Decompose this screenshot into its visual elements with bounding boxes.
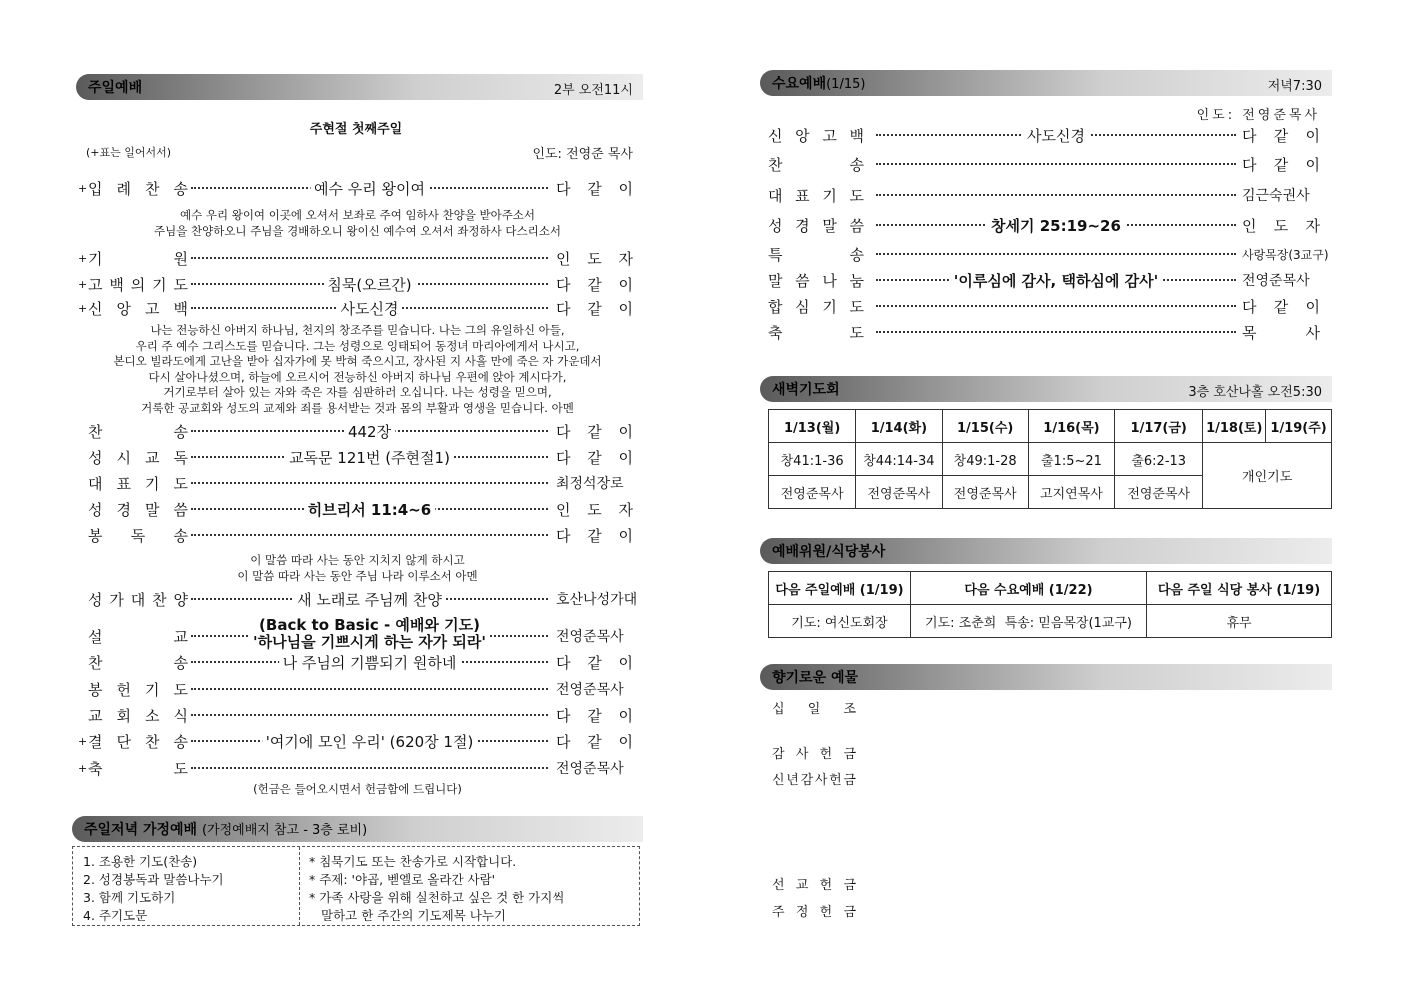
item-content [323, 275, 415, 295]
item-label: 고 백 의 기 도 [88, 276, 188, 294]
preacher-cell: 전영준목사 [856, 476, 942, 509]
item-content [262, 732, 478, 752]
home-step: 1. 조용한 기도(찬송) [83, 854, 198, 869]
home-title: 주일저녁 가정예배 [84, 822, 198, 838]
item-label: 특 송 [768, 246, 864, 264]
home-note: * 침묵기도 또는 찬송가로 시작합니다. [309, 854, 517, 869]
item-content-line: 예수 우리 왕이여 [314, 180, 425, 198]
item-responsible: 다 같 이 [556, 654, 633, 672]
order-row [78, 179, 638, 199]
stand-mark: + [78, 302, 88, 315]
committee-cell: 기도: 조춘희 특송: 믿음목장(1교구) [911, 605, 1147, 638]
apostles-creed [80, 323, 635, 416]
item-content [1023, 126, 1089, 146]
leader-dots [191, 714, 548, 716]
order-row [766, 297, 1332, 317]
item-label: 신 앙 고 백 [88, 300, 188, 318]
item-label: 성 경 말 씀 [768, 217, 864, 235]
leader-dots [876, 163, 1236, 165]
creed-line: 다시 살아나셨으며, 하늘에 오르시어 전능하신 아버지 하나님 우편에 앉아 계시다가, [148, 369, 567, 384]
dawn-title: 새벽기도회 [772, 382, 840, 398]
order-row [78, 500, 638, 520]
item-content [310, 179, 429, 199]
wednesday-time: 저녁7:30 [1267, 79, 1322, 94]
offering-item: 십 일 조 [772, 702, 856, 717]
committee-header-row [769, 572, 1332, 605]
reading-song [80, 553, 635, 584]
offering-item: 신 년 감 사 헌 금 [772, 773, 856, 788]
scripture-cell: 창44:14-34 [856, 443, 942, 476]
lyric-line: 예수 우리 왕이여 이곳에 오셔서 보좌로 주여 임하사 찬양을 받아주소서 [179, 208, 536, 222]
committee-table [768, 571, 1332, 638]
item-content [987, 216, 1125, 236]
order-row [78, 759, 638, 779]
preacher-cell: 전영준목사 [769, 476, 856, 509]
stand-mark: + [78, 735, 88, 748]
preacher-cell: 전영준목사 [942, 476, 1028, 509]
item-responsible: 전영준목사 [556, 761, 624, 777]
season-title: 주현절 첫째주일 [309, 122, 403, 137]
committee-cell: 휴무 [1147, 605, 1332, 638]
stand-mark: + [78, 252, 88, 265]
committee-head-cell: 다음 주일 식당 봉사 (1/19) [1147, 572, 1332, 605]
leader-dots [191, 482, 548, 484]
item-responsible: 인 도 자 [556, 250, 633, 268]
item-responsible: 전영준목사 [1242, 273, 1310, 289]
offering-item: 감 사 헌 금 [772, 747, 856, 762]
item-content [304, 500, 436, 520]
day-cell: 1/13(월) [769, 410, 856, 443]
item-content-line: 침묵(오르간) [327, 276, 412, 294]
day-cell: 1/18(토) [1203, 410, 1266, 443]
item-label: 대 표 기 도 [88, 475, 188, 493]
order-row [766, 323, 1332, 343]
sunday-title: 주일예배 [88, 80, 143, 96]
order-row [78, 299, 638, 319]
day-cell: 1/17(금) [1115, 410, 1203, 443]
song-line: 이 말씀 따라 사는 동안 주님 나라 이루소서 아멘 [237, 568, 478, 583]
preacher-cell: 전영준목사 [1115, 476, 1203, 509]
item-label: 성 가 대 찬 양 [88, 591, 188, 609]
dawn-days-row [769, 410, 1332, 443]
day-cell: 1/16(목) [1028, 410, 1114, 443]
creed-line: 본디오 빌라도에게 고난을 받아 십자가에 못 박혀 죽으시고, 장사된 지 사흘 만에 죽은 자 가운데서 [113, 354, 602, 368]
item-content-line: 사도신경 [340, 300, 399, 318]
item-label: 결 단 찬 송 [88, 733, 188, 751]
home-worship-box [72, 846, 640, 926]
item-responsible: 호산나성가대 [556, 592, 638, 608]
item-responsible: 다 같 이 [556, 449, 633, 467]
order-row [78, 275, 638, 295]
item-responsible: 다 같 이 [1242, 156, 1320, 174]
item-responsible: 인 도 자 [1242, 217, 1320, 235]
order-row [78, 706, 638, 726]
scripture-cell: 창41:1-36 [769, 443, 856, 476]
committee-cell: 기도: 여신도회장 [769, 605, 911, 638]
order-row [78, 474, 638, 494]
offering-header [760, 664, 1332, 690]
item-responsible: 최정석장로 [556, 476, 624, 492]
home-note: * 주제: '야곱, 벧엘로 올라간 사람' [309, 872, 496, 887]
scripture-cell: 창49:1-28 [942, 443, 1028, 476]
item-content-line: 새 노래로 주님께 찬양 [297, 591, 442, 609]
item-content-line: 나 주님의 기쁨되기 원하네 [282, 654, 457, 672]
item-responsible: 다 같 이 [556, 180, 633, 198]
creed-line: 나는 전능하신 아버지 하나님, 천지의 창조주를 믿습니다. 나는 그의 유일하신 아들, [150, 323, 565, 337]
leader-dots [191, 257, 548, 259]
leader-dots [191, 534, 548, 536]
item-label: 축 도 [768, 324, 864, 342]
item-label: 대 표 기 도 [768, 187, 864, 205]
home-steps [83, 853, 224, 925]
order-row [78, 680, 638, 700]
item-responsible: 전영준목사 [556, 629, 624, 645]
leader-dots [876, 194, 1236, 196]
committee-head-cell: 다음 수요예배 (1/22) [911, 572, 1147, 605]
sunday-time: 2부 오전11시 [553, 83, 633, 98]
item-label: 기 원 [88, 250, 188, 268]
item-label: 축 도 [88, 760, 188, 778]
order-row [78, 732, 638, 752]
sunday-header [76, 74, 643, 100]
offering-item: 주 정 헌 금 [772, 905, 856, 920]
item-responsible: 다 같 이 [556, 423, 633, 441]
sunday-leader: 인도: 전영준 목사 [532, 147, 633, 162]
stand-mark: + [78, 762, 88, 775]
order-row [766, 126, 1332, 146]
item-content [337, 299, 403, 319]
order-row [78, 526, 638, 546]
item-responsible: 다 같 이 [556, 276, 633, 294]
personal-prayer-cell: 개인기도 [1203, 443, 1332, 509]
home-note: * 가족 사랑을 위해 실천하고 싶은 것 한 가지씩 [309, 890, 565, 905]
song-line: 이 말씀 따라 사는 동안 지치지 않게 하시고 [250, 553, 465, 567]
offering-title: 향기로운 예물 [772, 670, 859, 686]
home-step: 3. 함께 기도하기 [83, 890, 176, 905]
leader-dots [191, 767, 548, 769]
item-content-line: '여기에 모인 우리' (620장 1절) [265, 733, 474, 751]
order-row [766, 186, 1332, 206]
item-content-line: 사도신경 [1027, 127, 1085, 145]
item-label: 교 회 소 식 [88, 707, 188, 725]
item-label: 성 시 교 독 [88, 449, 188, 467]
order-row [78, 448, 638, 468]
home-step: 2. 성경봉독과 말씀나누기 [83, 872, 224, 887]
order-row [78, 653, 638, 673]
item-responsible: 다 같 이 [556, 527, 633, 545]
home-subtitle: (가정예배지 참고 - 3층 로비) [201, 823, 368, 838]
order-row [766, 155, 1332, 175]
item-label: 봉 헌 기 도 [88, 681, 188, 699]
creed-line: 거기로부터 살아 있는 자와 죽은 자를 심판하러 오십니다. 나는 성령을 믿으며, [163, 385, 552, 399]
item-content-line: '이루심에 감사, 택하심에 감사' [953, 272, 1159, 290]
item-label: 합 심 기 도 [768, 298, 864, 316]
wednesday-header [760, 70, 1332, 96]
day-cell: 1/14(화) [856, 410, 942, 443]
item-responsible: 전영준목사 [556, 682, 624, 698]
item-label: 찬 송 [88, 423, 188, 441]
item-content [344, 422, 395, 442]
leader-dots [876, 331, 1236, 333]
home-note: 말하고 한 주간의 기도제목 나누기 [321, 908, 506, 923]
committee-value-row [769, 605, 1332, 638]
item-responsible: 다 같 이 [556, 300, 633, 318]
item-responsible: 다 같 이 [1242, 298, 1320, 316]
item-responsible: 김근숙권사 [1242, 188, 1310, 204]
wednesday-date: (1/15) [826, 77, 866, 92]
home-notes [309, 853, 564, 925]
committee-title: 예배위원/식당봉사 [772, 544, 886, 560]
item-content-line: (Back to Basic - 예배와 기도) [259, 616, 480, 634]
item-content-line: 창세기 25:19~26 [991, 217, 1121, 235]
home-worship-header [72, 816, 643, 842]
creed-line: 거룩한 공교회와 성도의 교제와 죄를 용서받는 것과 몸의 부활과 영생을 믿습니다. 아멘 [141, 400, 574, 415]
item-responsible: 다 같 이 [556, 733, 633, 751]
dawn-text-row [769, 443, 1332, 476]
item-content-line: '하나님을 기쁘시게 하는 자가 되라' [253, 633, 486, 651]
scripture-cell: 출6:2-13 [1115, 443, 1203, 476]
dawn-header [760, 376, 1332, 402]
lyric-line: 주님을 찬양하오니 주님을 경배하오니 왕이신 예수여 오셔서 좌정하사 다스리소서 [154, 223, 561, 238]
item-content [279, 653, 461, 673]
item-label: 봉 독 송 [88, 527, 188, 545]
leader-dots [876, 253, 1236, 255]
committee-head-cell: 다음 주일예배 (1/19) [769, 572, 911, 605]
leader-dots [191, 688, 548, 690]
item-label: 설 교 [88, 628, 188, 646]
dawn-info: 3층 호산나홀 오전5:30 [1188, 385, 1322, 400]
item-content [950, 271, 1162, 291]
leader-dots [876, 305, 1236, 307]
wednesday-title: 수요예배 [772, 76, 827, 92]
order-row [766, 245, 1332, 265]
item-content [293, 590, 446, 610]
item-content [285, 448, 454, 468]
committee-header [760, 538, 1332, 564]
preacher-cell: 고지연목사 [1028, 476, 1114, 509]
item-content-line: 442장 [347, 423, 392, 441]
item-content-line: 히브리서 11:4~6 [307, 501, 432, 519]
item-label: 말 씀 나 눔 [768, 272, 864, 290]
entrance-lyrics [80, 208, 635, 239]
item-content-line: 교독문 121번 (주현절1) [289, 449, 450, 467]
stand-mark: + [78, 278, 88, 291]
order-row [78, 422, 638, 442]
item-content [249, 617, 490, 651]
wednesday-leader: 인도: 전영준목사 [1196, 108, 1320, 123]
day-cell: 1/19(주) [1266, 410, 1332, 443]
stand-note: (+표는 일어서서) [86, 146, 172, 159]
item-label: 성 경 말 씀 [88, 501, 188, 519]
item-label: 신 앙 고 백 [768, 127, 864, 145]
day-cell: 1/15(수) [942, 410, 1028, 443]
stand-mark: + [78, 182, 88, 195]
item-responsible: 다 같 이 [1242, 127, 1320, 145]
offering-note: (헌금은 들어오시면서 헌금함에 드립니다) [253, 782, 462, 796]
order-row [766, 216, 1332, 236]
item-label: 입 례 찬 송 [88, 180, 188, 198]
scripture-cell: 출1:5~21 [1028, 443, 1114, 476]
item-responsible: 인 도 자 [556, 501, 633, 519]
order-row [78, 590, 638, 610]
order-row [766, 271, 1332, 291]
item-responsible: 다 같 이 [556, 707, 633, 725]
home-step: 4. 주기도문 [83, 908, 148, 923]
item-responsible: 목 사 [1242, 324, 1320, 342]
creed-line: 우리 주 예수 그리스도를 믿습니다. 그는 성령으로 잉태되어 동정녀 마리아에게서 나시고, [135, 338, 580, 353]
dawn-table [768, 409, 1332, 509]
item-responsible: 사랑목장(3교구) [1242, 248, 1329, 262]
order-row [78, 616, 638, 651]
offering-item: 선 교 헌 금 [772, 878, 856, 893]
item-label: 찬 송 [768, 156, 864, 174]
item-label: 찬 송 [88, 654, 188, 672]
order-row [78, 249, 638, 269]
